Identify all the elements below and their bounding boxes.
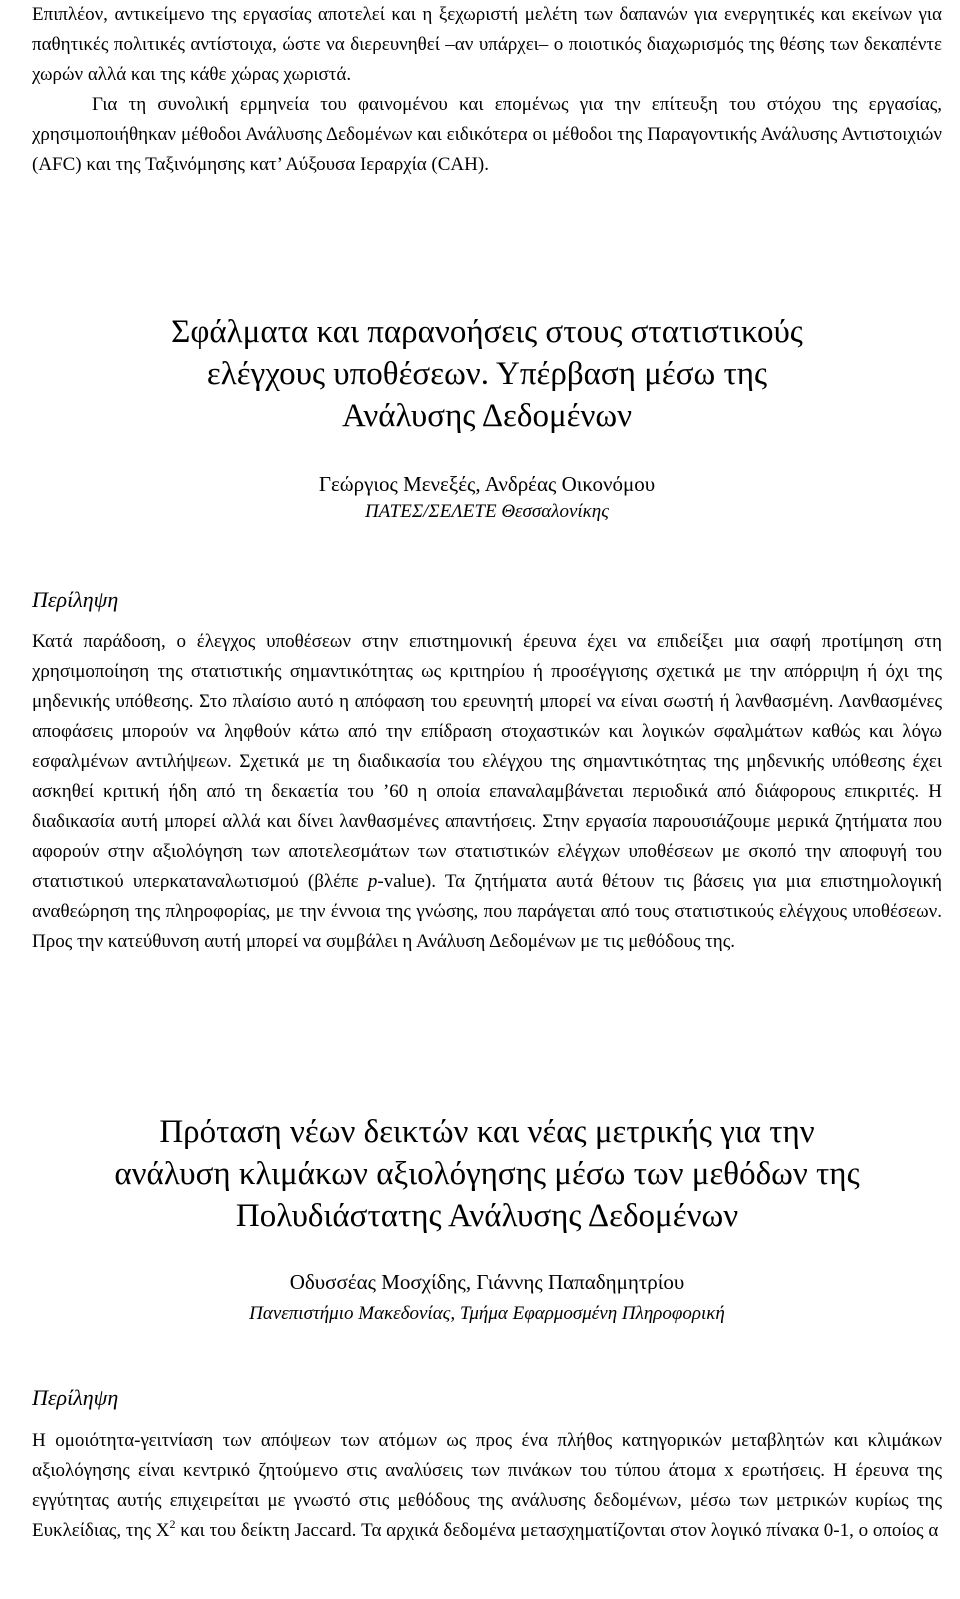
article-1-abstract-heading: Περίληψη (32, 587, 119, 612)
article-2-byline (32, 1267, 942, 1327)
article-1-title-line-2: ελέγχους υποθέσεων. Υπέρβαση μέσω της (206, 356, 768, 392)
article-1-affiliation: ΠΑΤΕΣ/ΣΕΛΕΤΕ Θεσσαλονίκης (365, 501, 609, 522)
article-1-byline (32, 469, 942, 525)
article-2-abstract-part-1: Η ομοιότητα-γειτνίαση των απόψεων των ατόμων ως προς ένα πλήθος κατηγορικών μεταβλητών και κλιμάκων αξιολόγησης είναι κεντρικό ζητούμενο στις αναλύσεις των πινάκων του τύπου άτομα x ερωτήσεις. Η έρευνα της εγγύτητας αυτής επιχειρείται με γνωστό στις μεθόδους της ανάλυσης δεδομένων, μέσω των μετρικών κυρίως της Ευκλείδιας, της Χ (32, 1430, 942, 1541)
article-1-title-line-1: Σφάλματα και παρανοήσεις στους στατιστικούς (171, 314, 803, 350)
article-2-authors: Οδυσσέας Μοσχίδης, Γιάννης Παπαδημητρίου (289, 1270, 685, 1294)
article-1-title-line-3: Ανάλυσης Δεδομένων (341, 398, 633, 434)
article-2-title-line-2: ανάλυση κλιμάκων αξιολόγησης μέσω των μεθόδων της (114, 1156, 860, 1192)
intro-paragraph-2: Για τη συνολική ερμηνεία του φαινομένου και επομένως για την επίτευξη του στόχου της εργασίας, χρησιμοποιήθηκαν μέθοδοι Ανάλυσης Δεδομένων και ειδικότερα οι μέθοδοι της Παραγοντικής Ανάλυσης Αντιστοιχιών (AFC) και της Ταξινόμησης κατ’ Αύξουσα Ιεραρχία (CAH). (32, 94, 942, 175)
article-1-abstract-p-letter: p (367, 871, 378, 892)
article-2-abstract-block (32, 1426, 942, 1546)
article-2-title-line-3: Πολυδιάστατης Ανάλυσης Δεδομένων (235, 1198, 739, 1234)
article-2-abstract-part-2: και του δείκτη Jaccard. Τα αρχικά δεδομένα μετασχηματίζονται στον λογικό πίνακα 0-1, ο οποίος α (175, 1520, 939, 1541)
article-2-abstract-superscript: 2 (169, 1517, 176, 1531)
article-1-abstract-block (32, 627, 942, 957)
article-2-abstract-heading-block (32, 1383, 942, 1413)
article-1-abstract (32, 627, 942, 957)
article-1-abstract-heading-block (32, 585, 942, 615)
article-1-title (32, 311, 942, 437)
article-1-abstract-part-2: -value). Τα ζητήματα αυτά θέτουν τις βάσεις για μια επιστημολογική αναθεώρηση της πληροφορίας, με την έννοια της γνώσης, που παράγεται από τους στατιστικούς ελέγχους υποθέσεων. Προς την κατεύθυνση αυτή μπορεί να συμβάλει η Ανάλυση Δεδομένων με τις μεθόδους της. (32, 871, 942, 952)
article-1-authors: Γεώργιος Μενεξές, Ανδρέας Οικονόμου (318, 472, 656, 496)
intro-section (32, 0, 942, 180)
intro-paragraph-1: Επιπλέον, αντικείμενο της εργασίας αποτελεί και η ξεχωριστή μελέτη των δαπανών για ενεργητικές και εκείνων για παθητικές πολιτικές αντίστοιχα, ώστε να διερευνηθεί –αν υπάρχει– ο ποιοτικός διαχωρισμός της θέσης των δεκαπέντε χωρών αλλά και της κάθε χώρας χωριστά. (32, 4, 942, 85)
article-2-title-line-1: Πρόταση νέων δεικτών και νέας μετρικής για την (159, 1114, 815, 1150)
article-2-title (32, 1111, 942, 1237)
article-2-affiliation: Πανεπιστήμιο Μακεδονίας, Τμήμα Εφαρμοσμένη Πληροφορική (249, 1303, 725, 1324)
article-2-abstract-heading: Περίληψη (32, 1385, 119, 1410)
article-1-abstract-part-1: Κατά παράδοση, ο έλεγχος υποθέσεων στην επιστημονική έρευνα έχει να επιδείξει μια σαφή προτίμηση στη χρησιμοποίηση της στατιστικής σημαντικότητας ως κριτηρίου ή προσέγγισης σχετικά με την απόρριψη ή όχι της μηδενικής υπόθεσης. Στο πλαίσιο αυτό η απόφαση του ερευνητή μπορεί να είναι σωστή ή λανθασμένη. Λανθασμένες αποφάσεις μπορούν να ληφθούν κάτω από την επίδραση στοχαστικών και λογικών σφαλμάτων καθώς και λόγω εσφαλμένων αντιλήψεων. Σχετικά με τη διαδικασία του ελέγχου της σημαντικότητας της μηδενικής υπόθεσης έχει ασκηθεί κριτική ήδη από τη δεκαετία του ’60 η οποία επαναλαμβάνεται περιοδικά από διάφορους επικριτές. Η διαδικασία αυτή μπορεί αλλά και δίνει λανθασμένες απαντήσεις. Στην εργασία παρουσιάζουμε μερικά ζητήματα που αφορούν στην αξιολόγηση των αποτελεσμάτων των στατιστικών ελέγχων υποθέσεων με σκοπό την αποφυγή του στατιστικού υπερκαταναλωτισμού (βλέπε (32, 631, 942, 892)
article-2-abstract (32, 1426, 942, 1546)
